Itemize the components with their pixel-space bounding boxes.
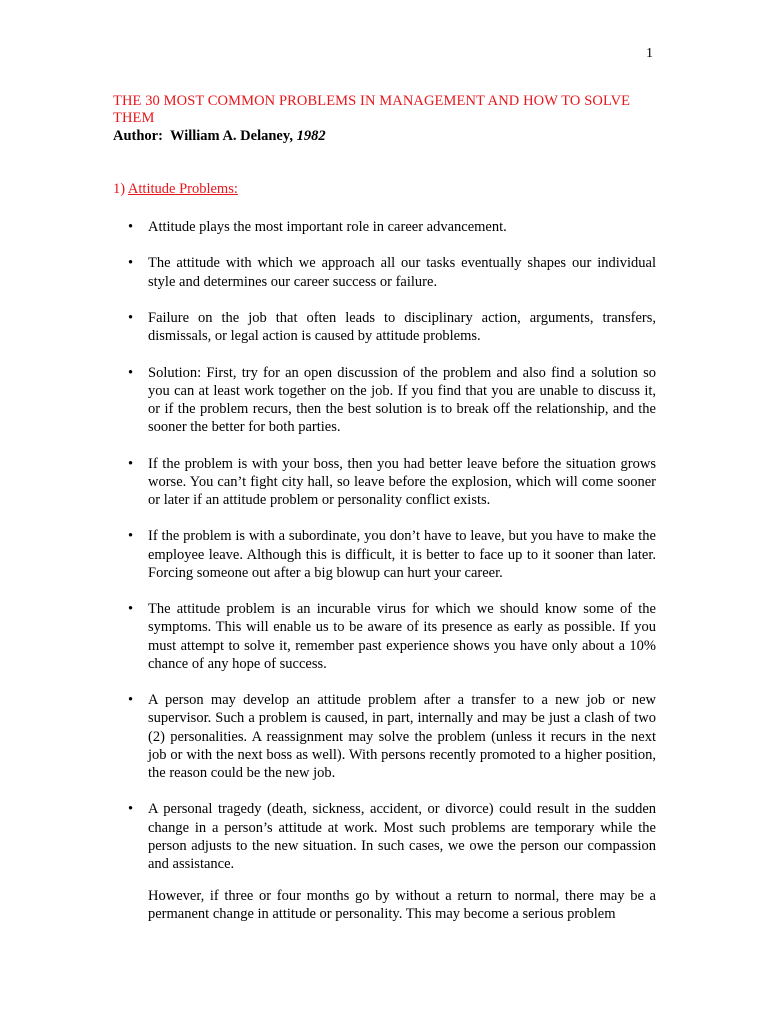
page-number: 1: [646, 46, 653, 61]
list-item-text: Failure on the job that often leads to disciplinary action, arguments, transfers, dismissals, or legal action is caused by attitude problems.: [148, 309, 656, 345]
author-year: 1982: [296, 128, 326, 144]
bullet-icon: •: [128, 455, 134, 472]
bullet-list: [128, 218, 656, 873]
author-name: William A. Delaney,: [169, 128, 293, 144]
section-number: 1): [113, 181, 126, 197]
author-line: [113, 128, 326, 145]
list-item: [128, 691, 656, 782]
list-item: [128, 600, 656, 673]
bullet-icon: •: [128, 528, 134, 545]
list-item-text: If the problem is with a subordinate, you don’t have to leave, but you have to make the employee leave. Although this is difficult, it is better to face up to it sooner than later. Forcing someone out after a big blowup can hurt your career.: [148, 528, 656, 581]
document-title: THE 30 MOST COMMON PROBLEMS IN MANAGEMENT AND HOW TO SOLVE THEM: [113, 93, 631, 126]
list-item: [128, 218, 656, 236]
list-item: [128, 309, 656, 345]
list-item: [128, 364, 656, 437]
list-item: [128, 455, 656, 510]
section-heading: [113, 180, 238, 198]
list-item: [128, 254, 656, 290]
bullet-icon: •: [128, 309, 134, 326]
list-item-text: If the problem is with your boss, then you had better leave before the situation grows worse. You can’t fight city hall, so leave before the explosion, which will come sooner or later if an attitude problem or personality conflict exists.: [148, 455, 656, 508]
section-heading-label: Attitude Problems:: [127, 181, 238, 197]
list-item: [128, 527, 656, 582]
bullet-icon: •: [128, 801, 134, 818]
bullet-icon: •: [128, 601, 134, 618]
bullet-icon: •: [128, 692, 134, 709]
bullet-icon: •: [128, 219, 134, 235]
list-item-text: The attitude with which we approach all our tasks eventually shapes our individual style and determines our career success or failure.: [148, 255, 656, 290]
list-item: [128, 800, 656, 873]
author-label: Author:: [113, 128, 163, 144]
list-item-text: Attitude plays the most important role in career advancement.: [148, 219, 507, 235]
bullet-icon: •: [128, 255, 134, 272]
list-item-text: A personal tragedy (death, sickness, accident, or divorce) could result in the sudden change in a person’s attitude at work. Most such problems are temporary while the person adjusts to the new situation. In such cases, we owe the person our compassion and assistance.: [148, 801, 656, 872]
list-item-text: Solution: First, try for an open discussion of the problem and also find a solution so you can at least work together on the job. If you find that you are unable to discuss it, or if the problem recurs, then the best solution is to break off the relationship, and the sooner the better for both parties.: [148, 364, 656, 436]
bullet-icon: •: [128, 364, 134, 381]
continuation-paragraph: However, if three or four months go by without a return to normal, there may be a permanent change in attitude or personality. This may become a serious problem: [148, 888, 656, 923]
list-item-text: A person may develop an attitude problem after a transfer to a new job or new supervisor. Such a problem is caused, in part, internally and may be just a clash of two (2) personalities. A reassignment may solve the problem (unless it recurs in the next job or with the next boss as well). With persons recently promoted to a higher position, the reason could be the new job.: [148, 692, 656, 781]
list-item-text: The attitude problem is an incurable virus for which we should know some of the symptoms. This will enable us to be aware of its presence as early as possible. If you must attempt to solve it, remember past experience shows you have only about a 10% chance of any hope of success.: [148, 601, 656, 672]
